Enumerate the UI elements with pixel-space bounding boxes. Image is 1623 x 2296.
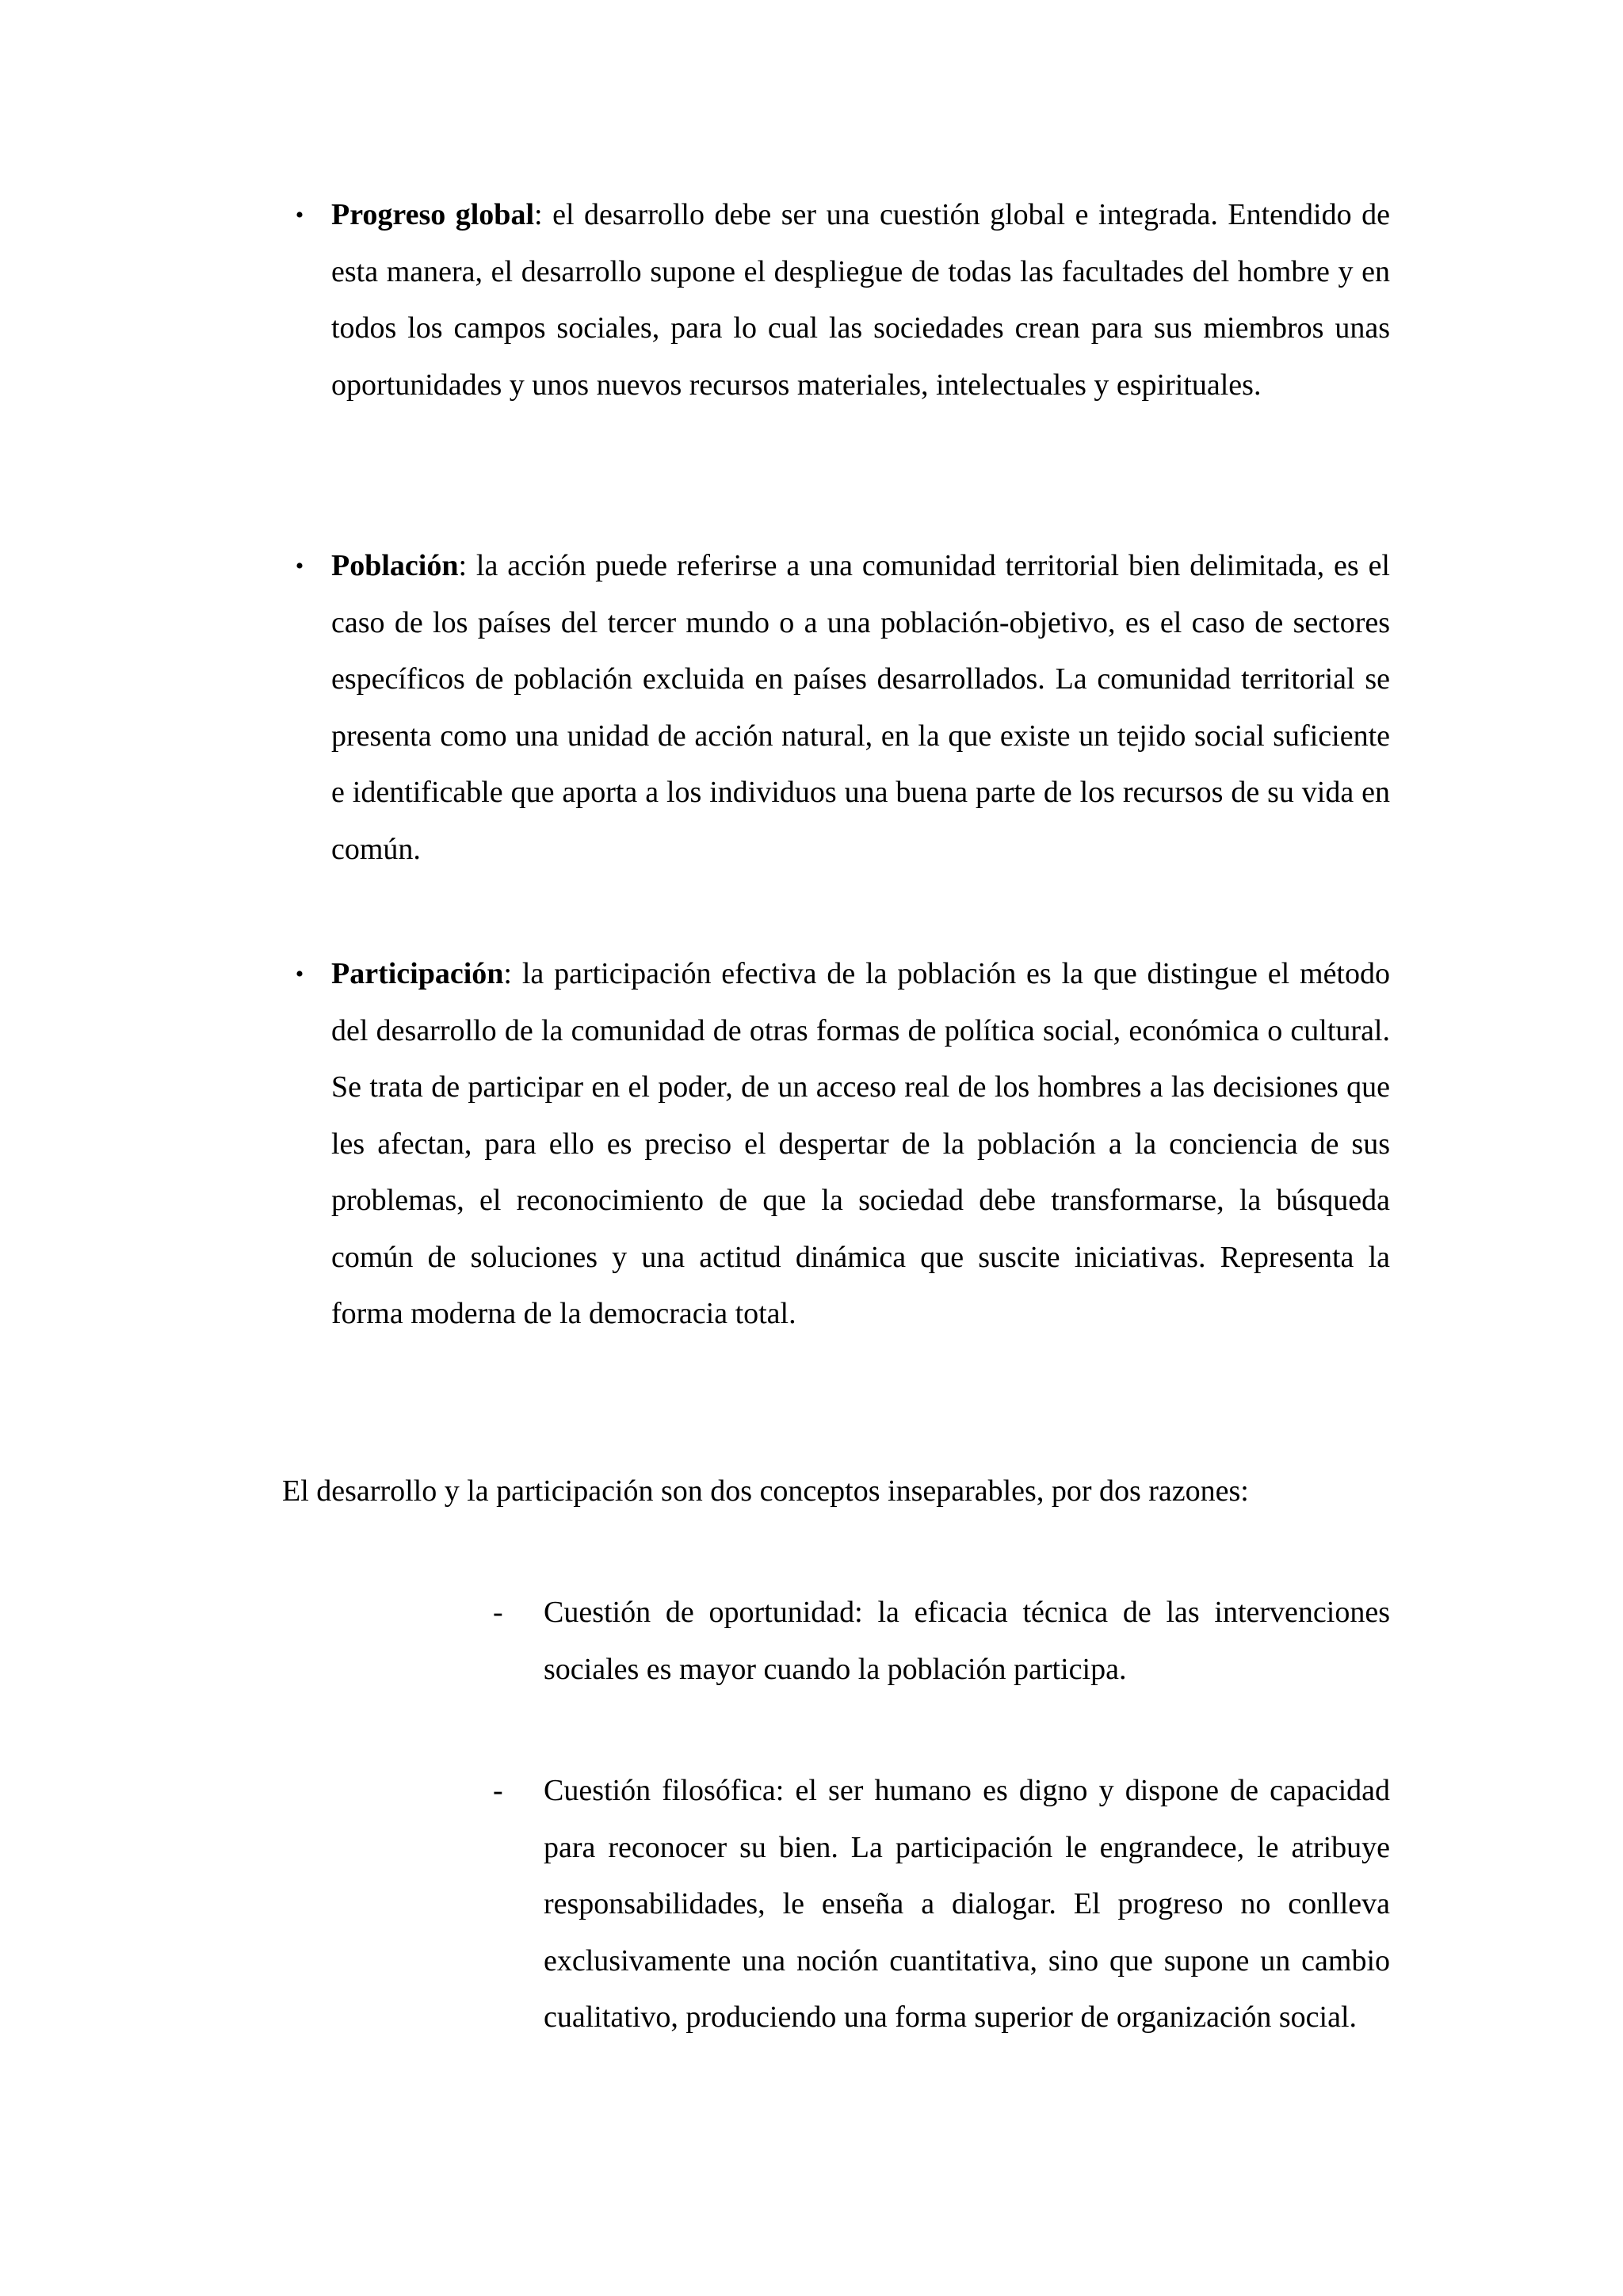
bullet-dot: • xyxy=(295,961,304,987)
reason-item-filosofica xyxy=(493,1763,1390,2046)
bullet-item-poblacion xyxy=(295,538,1390,878)
bullet-term: Población xyxy=(331,549,459,582)
bullet-text xyxy=(331,187,1390,414)
bullet-text xyxy=(331,538,1390,878)
bullet-body: : la acción puede referirse a una comunidad territorial bien delimitada, es el caso de los países del tercer mundo o a una población-objetivo, es el caso de sectores específicos de población excluida en países desarrollados. La comunidad territorial se presenta como una unidad de acción natural, en la que existe un tejido social suficiente e identificable que aporta a los individuos una buena parte de los recursos de su vida en común. xyxy=(331,549,1390,866)
bullet-body: : la participación efectiva de la población es la que distingue el método del desarrollo de la comunidad de otras formas de política social, económica o cultural. Se trata de participar en el poder, de un acceso real de los hombres a las decisiones que les afectan, para ello es preciso el despertar de la población a la conciencia de sus problemas, el reconocimiento de que la sociedad debe transformarse, la búsqueda común de soluciones y una actitud dinámica que suscite iniciativas. Representa la forma moderna de la democracia total. xyxy=(331,957,1390,1330)
reason-text: Cuestión filosófica: el ser humano es digno y dispone de capacidad para reconocer su bien. La participación le engrandece, le atribuye responsabilidades, le enseña a dialogar. El progreso no conlleva exclusivamente una noción cuantitativa, sino que supone un cambio cualitativo, produciendo una forma superior de organización social. xyxy=(544,1774,1390,2034)
bullet-body: : el desarrollo debe ser una cuestión global e integrada. Entendido de esta manera, el desarrollo supone el despliegue de todas las facultades del hombre y en todos los campos sociales, para lo cual las sociedades crean para sus miembros unas oportunidades y unos nuevos recursos materiales, intelectuales y espirituales. xyxy=(331,198,1390,402)
bullet-dot: • xyxy=(295,553,304,579)
bullet-term: Participación xyxy=(331,957,504,990)
reason-text: Cuestión de oportunidad: la eficacia técnica de las intervenciones sociales es mayor cuando la población participa. xyxy=(544,1596,1390,1686)
bullet-dot: • xyxy=(295,202,304,228)
bullet-term: Progreso global xyxy=(331,198,534,231)
intro-paragraph: El desarrollo y la participación son dos conceptos inseparables, por dos razones: xyxy=(282,1474,1249,1508)
dash-mark: - xyxy=(493,1596,503,1629)
bullet-item-participacion xyxy=(295,946,1390,1343)
reason-item-oportunidad xyxy=(493,1585,1390,1698)
bullet-text xyxy=(331,946,1390,1343)
dash-mark: - xyxy=(493,1774,503,1807)
bullet-item-progreso-global xyxy=(295,187,1390,414)
